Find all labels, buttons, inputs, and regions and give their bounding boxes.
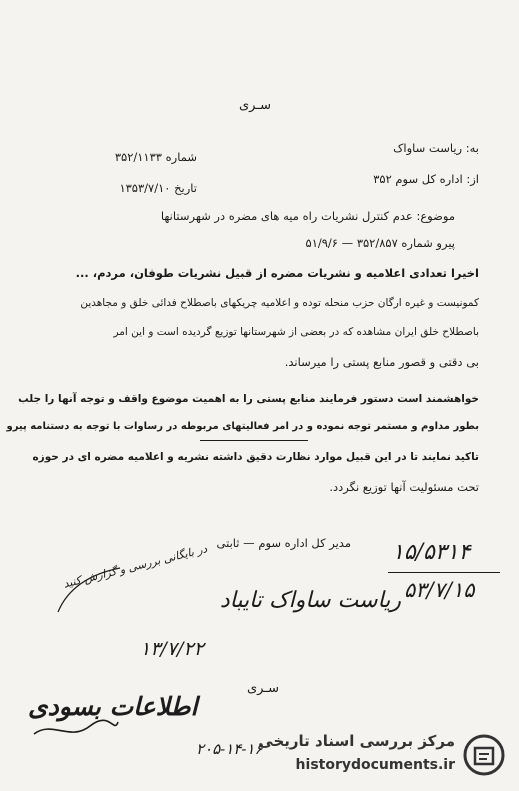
body-line: اخیرا تعدادی اعلامیه و نشریات مضره از قبیل نشریات طوفان، مردم، ... [75, 266, 479, 280]
archive-logo-icon [463, 734, 505, 776]
document-number: شماره ۳۵۲/۱۱۳۳ [114, 150, 197, 164]
handwritten-registration-date: ۵۳/۷/۱۵ [404, 578, 475, 602]
body-line: بی دقتی و قصور منابع پستی را میرساند. [284, 355, 479, 369]
watermark-url: historydocuments.ir [295, 757, 455, 773]
handwritten-scribble [50, 560, 130, 620]
handwritten-footer-code: ۲۰۵-۱۴-۱۶ [196, 740, 263, 758]
document-date: تاریخ ۱۳۵۳/۷/۱۰ [119, 181, 197, 195]
handwritten-left-note: در بایگانی بررسی و گزارش کنید [62, 542, 209, 591]
handwritten-note: ریاست ساواک تایباد [219, 588, 401, 613]
body-line: تاکید نمایند تا در این قبیل موارد نظارت دقیق داشته نشریه و اعلامیه مضره ای در حوزه [32, 451, 479, 463]
sender: از: اداره کل سوم ۳۵۲ [373, 172, 479, 186]
handwritten-registration-number: ۱۵/۵۳۱۴ [392, 540, 471, 565]
handwritten-left-date: ۱۳/۷/۲۲ [140, 638, 204, 660]
registration-rule [388, 572, 500, 573]
reference-line: پیرو شماره ۳۵۲/۸۵۷ — ۵۱/۹/۶ [305, 236, 455, 250]
classification-bottom: سـری [246, 681, 279, 696]
signature-title: مدیر کل اداره سوم — ثابتی [216, 536, 351, 550]
body-line: خواهشمند است دستور فرمایند منابع پستی را به اهمیت موضوع واقف و توجه آنها را جلب [18, 393, 479, 405]
handwritten-footer-word: اطلاعات بسودی [28, 692, 198, 721]
underline-mark [200, 440, 308, 441]
subject-line: موضوع: عدم کنترل نشریات راه میه های مضره در شهرستانها [160, 209, 455, 223]
body-line: باصطلاح خلق ایران مشاهده که در بعضی از شهرستانها توزیع گردیده است و این امر [113, 326, 479, 338]
body-line: بطور مداوم و مستمر توجه نموده و در امر فعالیتهای مربوطه در رساوات با توجه به دستنامه پیرو [6, 421, 479, 432]
classification-top: سـری [238, 98, 271, 113]
recipient: به: ریاست ساواک [393, 141, 479, 155]
body-line: کمونیست و غیره ارگان حزب منحله توده و اعلامیه چریکهای باصطلاح فدائی خلق و مجاهدین [80, 297, 479, 309]
watermark-title: مرکز بررسی اسناد تاریخی [258, 732, 455, 750]
watermark [211, 728, 511, 784]
body-line: تحت مسئولیت آنها توزیع نگردد. [329, 480, 479, 494]
handwritten-flourish [30, 716, 120, 746]
